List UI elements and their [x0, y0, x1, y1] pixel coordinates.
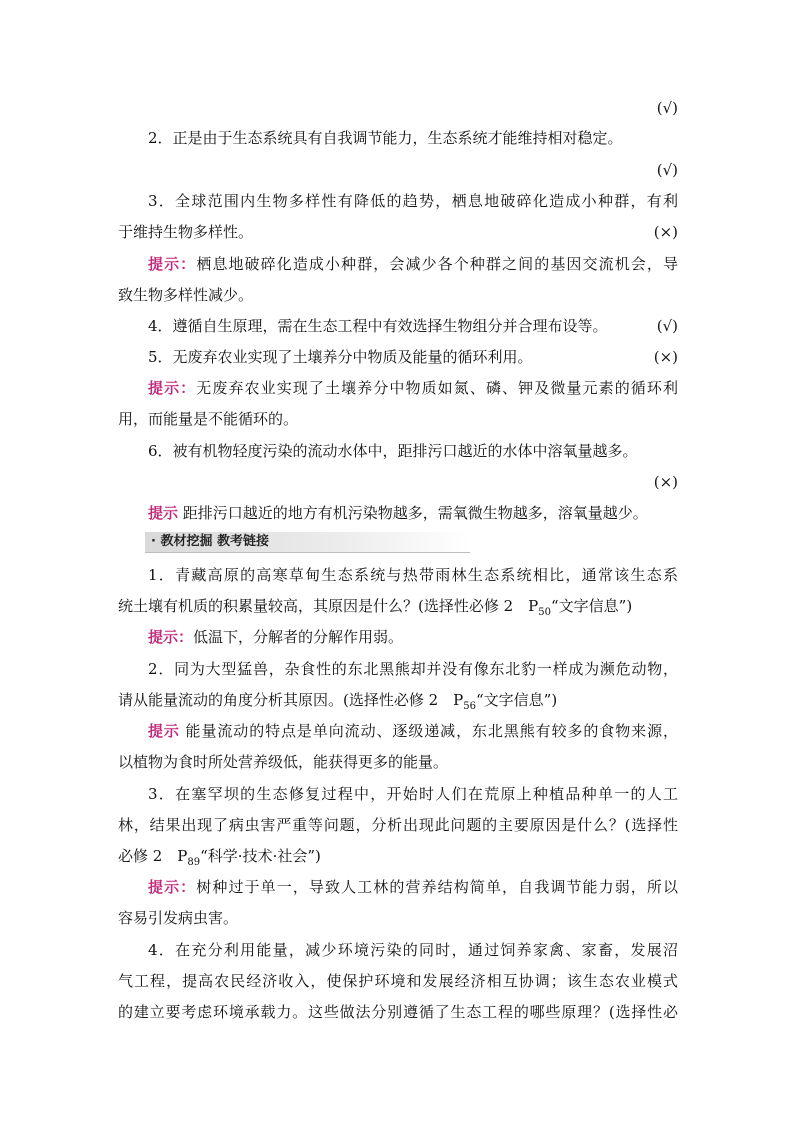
q4-text: 4．遵循自生原理，需在生态工程中有效选择生物组分并合理布设等。: [148, 317, 608, 335]
hint-label: 提示：: [148, 878, 197, 896]
q6-text: 6．被有机物轻度污染的流动水体中，距排污口越近的水体中溶氧量越多。: [148, 442, 638, 460]
a3-line1: 3．在塞罕坝的生态修复过程中，开始时人们在荒原上种植品种单一的人工: [148, 785, 678, 803]
q3-hint-line2: 致生物多样性减少。: [118, 286, 254, 304]
q3-hint-text: 栖息地破碎化造成小种群，会减少各个种群之间的基因交流机会，导: [196, 255, 678, 273]
q6-hint-text: 距排污口越近的地方有机污染物越多，需氧微生物越多，溶氧量越少。: [178, 504, 648, 522]
a4-line3: 的建立要考虑环境承载力。这些做法分别遵循了生态工程的哪些原理？(选择性必: [118, 1003, 678, 1021]
a1-line1: 1．青藏高原的高寒草甸生态系统与热带雨林生态系统相比，通常该生态系: [148, 566, 678, 584]
a2-line1: 2．同为大型猛兽，杂食性的东北黑熊却并没有像东北豹一样成为濒危动物，: [148, 660, 678, 678]
a2-source-pre: 请从能量流动的角度分析其原因。(选择性必修 2 P: [118, 691, 464, 709]
q4-mark: (√): [656, 317, 678, 335]
q5-line: [148, 347, 678, 367]
a3-line2: 林，结果出现了病虫害严重等问题，分析出现此问题的主要原因是什么？(选择性: [118, 816, 678, 834]
a1-hint: [148, 627, 678, 647]
q2-text: 2．正是由于生态系统具有自我调节能力，生态系统才能维持相对稳定。: [148, 129, 623, 147]
q6-mark: (×): [653, 473, 678, 491]
q3-line2-text: 于维持生物多样性。: [118, 223, 254, 241]
section-title: · 教材挖掘 教考链接: [151, 534, 269, 549]
q3-line2: [118, 222, 678, 242]
a3-hint-text: 树种过于单一，导致人工林的营养结构简单，自我调节能力弱，所以: [196, 878, 678, 896]
a1-source-post: “文字信息”): [551, 597, 633, 615]
q1-mark: (√): [656, 99, 678, 117]
a3-line3: [118, 846, 678, 866]
a1-page-sub: 50: [538, 607, 551, 618]
section-header: [145, 532, 470, 553]
q5-text: 5．无废弃农业实现了土壤养分中物质及能量的循环利用。: [148, 348, 533, 366]
a2-hint-line2: 以植物为食时所处营养级低，能获得更多的能量。: [118, 753, 449, 771]
a2-line2: [118, 690, 678, 710]
q2-mark: (√): [656, 161, 678, 179]
a2-source-post: “文字信息”): [476, 691, 558, 709]
hint-label: 提示：: [148, 379, 197, 397]
a3-hint-line2: 容易引发病虫害。: [118, 909, 239, 927]
q5-hint-text: 无废弃农业实现了土壤养分中物质如氮、磷、钾及微量元素的循环利: [196, 379, 678, 397]
a2-hint-text: 能量流动的特点是单向流动、逐级递减，东北黑熊有较多的食物来源，: [179, 722, 678, 740]
hint-label: 提示: [148, 722, 180, 740]
hint-label: 提示: [148, 504, 179, 522]
q5-mark: (×): [653, 348, 678, 366]
q6-hint: [148, 503, 678, 523]
q5-hint-line1: [148, 378, 678, 398]
a3-hint-line1: [148, 877, 678, 897]
hint-label: 提示：: [148, 628, 194, 646]
a4-line2: 气工程，提高农民经济收入，使保护环境和发展经济相互协调；该生态农业模式: [118, 972, 678, 990]
hint-label: 提示：: [148, 255, 197, 273]
q4-line: [148, 316, 678, 336]
q3-hint-line1: [148, 254, 678, 274]
a3-page-sub: 89: [187, 857, 201, 868]
q3-line1: 3．全球范围内生物多样性有降低的趋势，栖息地破碎化造成小种群，有利: [148, 192, 678, 210]
a2-page-sub: 56: [463, 701, 476, 712]
a1-hint-text: 低温下，分解者的分解作用弱。: [193, 628, 404, 646]
a1-source-pre: 统土壤有机质的积累量较高，其原因是什么？(选择性必修 2 P: [118, 597, 539, 615]
q5-hint-line2: 用，而能量是不能循环的。: [118, 410, 299, 428]
a1-line2: [118, 596, 678, 616]
a3-source-pre: 必修 2 P: [118, 847, 188, 865]
a3-source-post: “科学·技术·社会”): [200, 847, 321, 865]
a4-line1: 4．在充分利用能量，减少环境污染的同时，通过饲养家禽、家畜，发展沼: [148, 941, 678, 959]
a2-hint-line1: [148, 721, 678, 741]
q3-mark: (×): [653, 223, 678, 241]
